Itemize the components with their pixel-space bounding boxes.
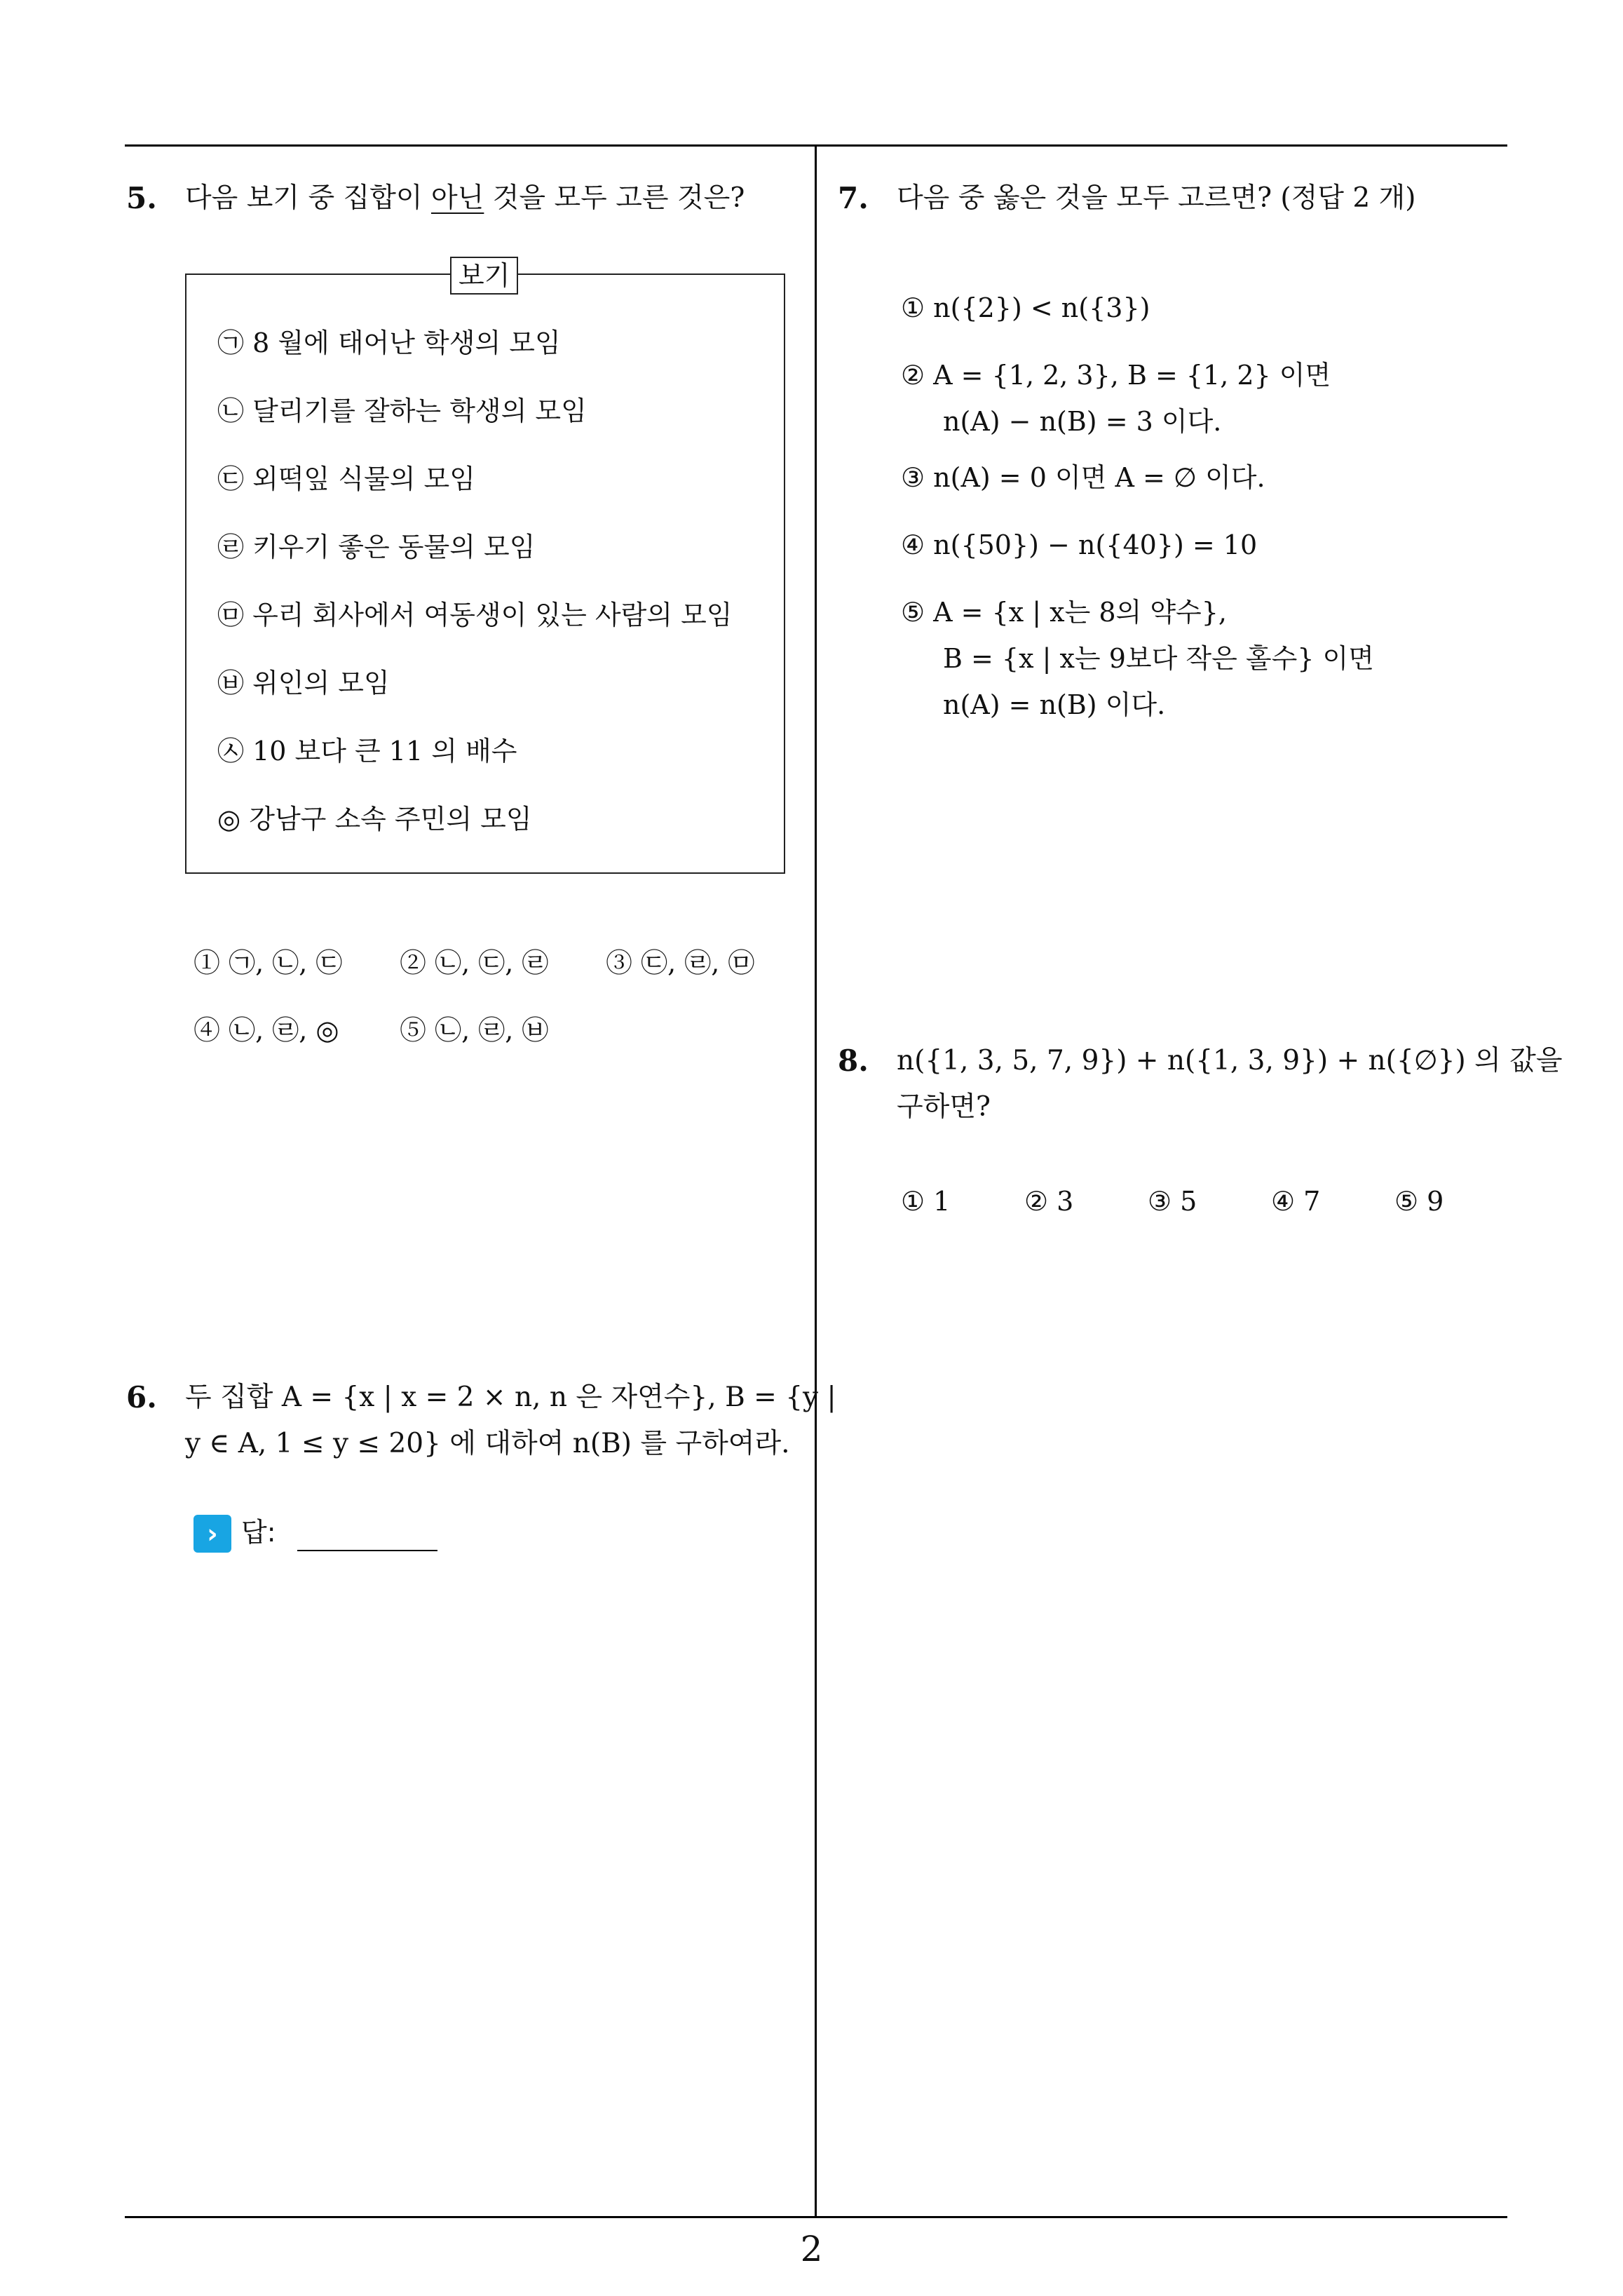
answer-blank[interactable] xyxy=(297,1550,437,1551)
answer-option[interactable]: ① n({2}) < n({3}) xyxy=(901,292,1150,323)
answer-option-continuation: n(A) − n(B) = 3 이다. xyxy=(943,406,1222,437)
answer-choice[interactable]: ③ 5 xyxy=(1148,1186,1197,1217)
answer-choice[interactable]: ④ 7 xyxy=(1271,1186,1321,1217)
bogi-item: ㉦ 10 보다 큰 11 의 배수 xyxy=(217,736,517,767)
bogi-item: ㉢ 외떡잎 식물의 모임 xyxy=(217,464,475,494)
bogi-item: ㉤ 우리 회사에서 여동생이 있는 사람의 모임 xyxy=(217,600,733,630)
answer-option[interactable]: ③ n(A) = 0 이면 A = ∅ 이다. xyxy=(901,462,1265,493)
answer-option-continuation: B = {x | x는 9보다 작은 홀수} 이면 xyxy=(943,643,1374,674)
question-7 xyxy=(838,175,1511,806)
question-text: 다음 중 옳은 것을 모두 고르면? (정답 2 개) xyxy=(897,182,1416,214)
page-number: 2 xyxy=(800,2229,823,2269)
question-text-part: 다음 보기 중 집합이 xyxy=(185,182,431,214)
answer-choice[interactable]: ③ ㉢, ㉣, ㉤ xyxy=(606,947,755,978)
answer-option[interactable]: ② A = {1, 2, 3}, B = {1, 2} 이면 xyxy=(901,360,1331,391)
question-text: y ∈ A, 1 ≤ y ≤ 20} 에 대하여 n(B) 를 구하여라. xyxy=(185,1428,790,1459)
answer-choice[interactable]: ① 1 xyxy=(901,1186,951,1217)
answer-choice[interactable]: ④ ㉡, ㉣, ◎ xyxy=(193,1015,339,1046)
bogi-label: 보기 xyxy=(450,257,518,295)
question-text-part: 것을 모두 고른 것은? xyxy=(484,182,745,214)
question-text: 구하면? xyxy=(897,1091,991,1123)
question-text: 두 집합 A = {x | x = 2 × n, n 은 자연수}, B = {y | xyxy=(185,1382,836,1413)
answer-choice[interactable]: ⑤ 9 xyxy=(1394,1186,1444,1217)
chevron-right-icon: › xyxy=(193,1515,231,1553)
bogi-item: ◎ 강남구 소속 주민의 모임 xyxy=(217,804,532,835)
question-number: 5. xyxy=(126,181,157,215)
answer-choice[interactable]: ⑤ ㉡, ㉣, ㉥ xyxy=(400,1015,549,1046)
answer-choice[interactable]: ② 3 xyxy=(1024,1186,1074,1217)
question-5 xyxy=(126,175,799,1046)
answer-label: 답: xyxy=(241,1517,276,1548)
question-text: n({1, 3, 5, 7, 9}) + n({1, 3, 9}) + n({∅}) 의 값을 xyxy=(897,1045,1563,1076)
bogi-box xyxy=(185,260,785,874)
bogi-item: ㉡ 달리기를 잘하는 학생의 모임 xyxy=(217,396,587,426)
bogi-item: ㉥ 위인의 모임 xyxy=(217,668,390,698)
answer-choice[interactable]: ② ㉡, ㉢, ㉣ xyxy=(400,947,549,978)
question-number: 7. xyxy=(838,181,869,215)
bottom-rule xyxy=(125,2216,1507,2218)
answer-option-continuation: n(A) = n(B) 이다. xyxy=(943,689,1166,720)
answer-option[interactable]: ⑤ A = {x | x는 8의 약수}, xyxy=(901,597,1228,628)
question-6 xyxy=(126,1375,836,1585)
question-text xyxy=(185,175,745,222)
answer-choice[interactable]: ① ㉠, ㉡, ㉢ xyxy=(193,947,343,978)
underlined-word: 아닌 xyxy=(430,182,484,214)
question-number: 6. xyxy=(126,1380,157,1414)
column-divider xyxy=(815,144,817,2217)
question-number: 8. xyxy=(838,1044,869,1078)
question-8 xyxy=(838,1038,1563,1248)
answer-option[interactable]: ④ n({50}) − n({40}) = 10 xyxy=(901,529,1258,560)
bogi-item: ㉣ 키우기 좋은 동물의 모임 xyxy=(217,532,536,562)
bogi-item: ㉠ 8 월에 태어난 학생의 모임 xyxy=(217,327,561,358)
